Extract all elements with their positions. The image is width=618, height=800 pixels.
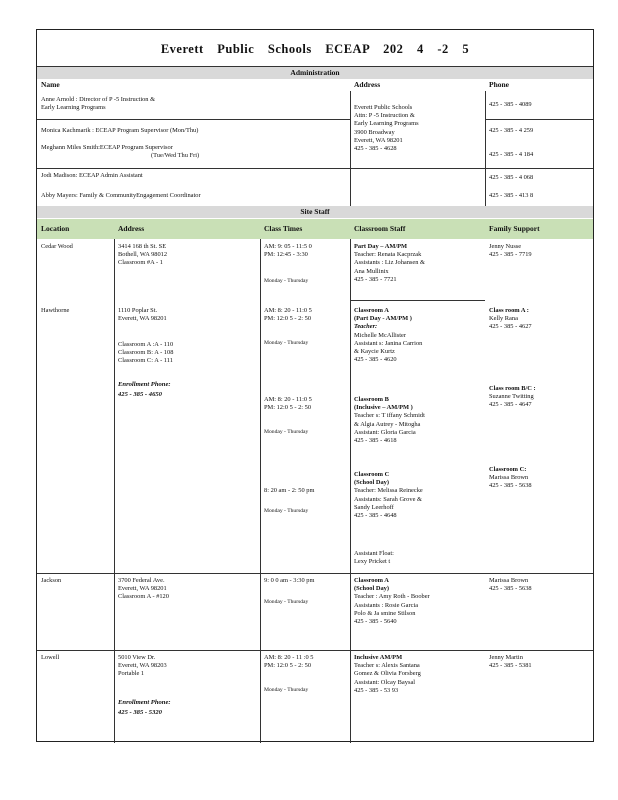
lowell-enrollment-label: Enrollment Phone: bbox=[118, 699, 171, 706]
hawthorne-classroom-a: Classroom A (Part Day - AM/PM ) Teacher: Michelle McAllister Assistant s: Janina Carrion & Kaycie Kurtz 425 - 385 - 4620 bbox=[354, 307, 423, 364]
hawthorne-address: 1110 Poplar St. Everett, WA 98201 bbox=[118, 307, 167, 323]
admin-entry: Jodi Madison: ECEAP Admin Assistant bbox=[41, 172, 143, 179]
hawthorne-times-b: AM: 8: 20 - 11:0 5 PM: 12:0 5 - 2: 50 bbox=[264, 396, 312, 412]
hawthorne-days: Monday - Thursday bbox=[264, 429, 309, 435]
row-divider bbox=[37, 573, 593, 574]
column-divider bbox=[114, 239, 115, 743]
admin-address: Everett Public Schools Attn: P -5 Instruction & Early Learning Programs 3900 Broadway Everett, WA 98201 425 - 385 - 4628 bbox=[354, 104, 419, 153]
row-divider bbox=[37, 168, 350, 169]
row-divider bbox=[485, 119, 593, 120]
location-cedar-wood: Cedar Wood bbox=[41, 243, 73, 250]
address-header: Address bbox=[354, 80, 381, 89]
location-hawthorne: Hawthorne bbox=[41, 307, 70, 314]
lowell-enrollment-phone: 425 - 385 - 5320 bbox=[118, 709, 162, 716]
cedar-family-support: Jenny Nusse 425 - 385 - 7719 bbox=[489, 243, 532, 259]
location-lowell: Lowell bbox=[41, 654, 60, 661]
hawthorne-times-a: AM: 8: 20 - 11:0 5 PM: 12:0 5 - 2: 50 bbox=[264, 307, 312, 323]
site-address-header: Address bbox=[118, 224, 145, 233]
hawthorne-classroom-b: Classroom B (Inclusive – AM/PM ) Teacher s: T iffany Schmidt & Algia Autrey - Mitogha Assistant: Gloria Garcia 425 - 385 - 4618 bbox=[354, 396, 425, 445]
jackson-staff: Classroom A (School Day) Teacher : Amy Roth - Boober Assistants : Rosie Garcia Polo & Ja smine Stilson 425 - 385 - 5640 bbox=[354, 577, 430, 626]
cedar-times: AM: 9: 05 - 11:5 0 PM: 12:45 - 3:30 bbox=[264, 243, 312, 259]
site-staff-bar: Site Staff bbox=[37, 206, 593, 218]
column-divider bbox=[350, 239, 351, 743]
hawthorne-family-a: Class room A : Kelly Rana 425 - 385 - 4627 bbox=[489, 307, 532, 331]
lowell-times: AM: 8: 20 - 11 :0 5 PM: 12:0 5 - 2: 50 bbox=[264, 654, 314, 670]
admin-phone: 425 - 385 - 413 8 bbox=[489, 192, 534, 199]
admin-phone: 425 - 385 - 4 184 bbox=[489, 151, 534, 158]
admin-phone: 425 - 385 - 4 068 bbox=[489, 174, 534, 181]
admin-phone: 425 - 385 - 4 259 bbox=[489, 127, 534, 134]
row-divider bbox=[350, 300, 485, 301]
document-frame bbox=[36, 29, 594, 742]
hawthorne-family-bc: Class room B/C : Suzanne Twitting 425 - 385 - 4647 bbox=[489, 385, 536, 409]
hawthorne-rooms: Classroom A :A - 110 Classroom B: A - 108 Classroom C: A - 111 bbox=[118, 341, 174, 365]
lowell-staff: Inclusive AM/PM Teacher s: Alexis Santana Gomez & Olivia Forsberg Assistant: Olcay Baysal 425 - 385 - 53 93 bbox=[354, 654, 421, 694]
phone-header: Phone bbox=[489, 80, 510, 89]
admin-entry: Abby Mayers: Family & CommunityEngagement Coordinator bbox=[41, 192, 201, 199]
cedar-address: 3414 168 th St. SE Bothell, WA 98012 Classroom #A - 1 bbox=[118, 243, 168, 267]
hawthorne-enrollment-label: Enrollment Phone: bbox=[118, 381, 171, 388]
hawthorne-days: Monday - Thursday bbox=[264, 508, 309, 514]
lowell-address: 5010 View Dr. Everett, WA 98203 Portable 1 bbox=[118, 654, 167, 678]
row-divider bbox=[37, 650, 593, 651]
hawthorne-family-c: Classroom C: Marissa Brown 425 - 385 - 5638 bbox=[489, 466, 532, 490]
hawthorne-classroom-c: Classroom C (School Day) Teacher: Melissa Reinecke Assistants: Sarah Grove & Sandy Leerhoff 425 - 385 - 4648 bbox=[354, 471, 423, 520]
admin-phone: 425 - 385 - 4089 bbox=[489, 101, 532, 108]
cedar-days: Monday - Thursday bbox=[264, 278, 309, 284]
cedar-staff: Part Day – AM/PM Teacher: Renata Kacprzak Assistants : Liz Johansen & Ana Mullinix 425 - 385 - 7721 bbox=[354, 243, 426, 283]
column-divider bbox=[485, 91, 486, 206]
lowell-days: Monday - Thursday bbox=[264, 687, 309, 693]
hawthorne-days: Monday - Thursday bbox=[264, 340, 309, 346]
row-divider bbox=[350, 168, 593, 169]
row-divider bbox=[37, 119, 350, 120]
admin-entry: Monica Kachmarik : ECEAP Program Supervisor (Mon/Thu) bbox=[41, 127, 199, 134]
hawthorne-times-c: 8: 20 am - 2: 50 pm bbox=[264, 487, 315, 494]
admin-entry: Anne Arnold : Director of P -5 Instruction & Early Learning Programs bbox=[41, 96, 156, 112]
class-times-header: Class Times bbox=[264, 224, 303, 233]
column-divider bbox=[350, 91, 351, 206]
jackson-days: Monday - Thursday bbox=[264, 599, 309, 605]
location-header: Location bbox=[41, 224, 70, 233]
hawthorne-float-assistant: Assistant Float: Lexy Pricket t bbox=[354, 550, 394, 566]
family-support-header: Family Support bbox=[489, 224, 540, 233]
jackson-family-support: Marissa Brown 425 - 385 - 5638 bbox=[489, 577, 532, 593]
lowell-family-support: Jenny Martin 425 - 385 - 5381 bbox=[489, 654, 532, 670]
jackson-address: 3700 Federal Ave. Everett, WA 98201 Classroom A - #120 bbox=[118, 577, 169, 601]
classroom-staff-header: Classroom Staff bbox=[354, 224, 406, 233]
administration-bar: Administration bbox=[37, 67, 593, 79]
name-header: Name bbox=[41, 80, 60, 89]
hawthorne-enrollment-phone: 425 - 385 - 4650 bbox=[118, 391, 162, 398]
location-jackson: Jackson bbox=[41, 577, 62, 584]
page-title: Everett Public Schools ECEAP 202 4 -2 5 bbox=[160, 42, 470, 56]
site-header-row bbox=[37, 219, 593, 239]
admin-entry: Meghann Miles Smith:ECEAP Program Supervisor (Tue/Wed Thu Fri) bbox=[41, 144, 200, 160]
jackson-times: 9: 0 0 am - 3:30 pm bbox=[264, 577, 315, 584]
column-divider bbox=[260, 239, 261, 743]
